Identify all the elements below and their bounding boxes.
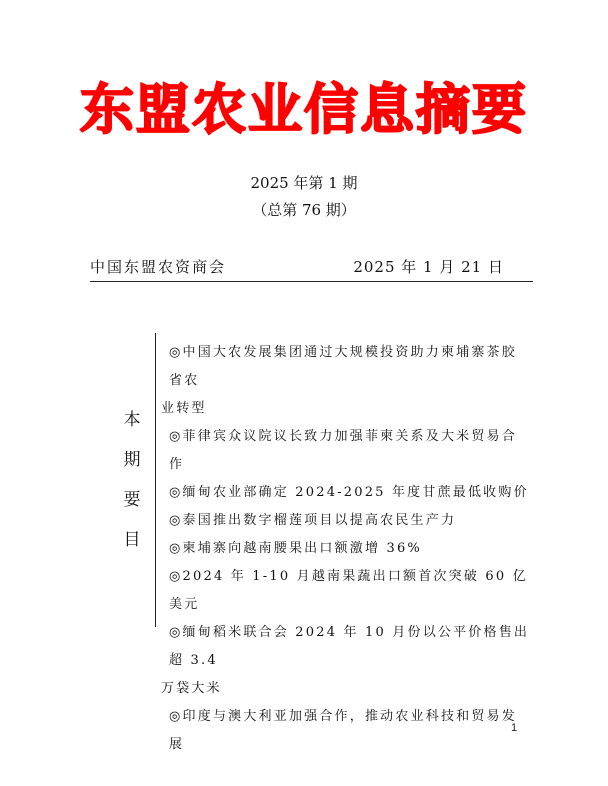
bullet-icon: ◎ bbox=[169, 485, 183, 500]
contents-item[interactable] bbox=[161, 563, 531, 619]
contents-item-text: 印度与澳大利亚加强合作，推动农业科技和贸易发展 bbox=[169, 709, 517, 752]
side-label-char: 目 bbox=[123, 530, 141, 550]
publish-date: 2025 年 1 月 21 日 bbox=[353, 258, 504, 276]
side-label-char: 本 bbox=[123, 410, 141, 430]
contents-item[interactable] bbox=[161, 703, 531, 759]
header-divider bbox=[90, 281, 533, 282]
contents-list bbox=[161, 339, 531, 759]
side-label-char: 要 bbox=[123, 490, 141, 510]
contents-item-continuation: 业转型 bbox=[161, 401, 207, 416]
publisher-organization: 中国东盟农资商会 bbox=[90, 258, 227, 276]
bullet-icon: ◎ bbox=[169, 429, 183, 444]
bullet-icon: ◎ bbox=[169, 709, 183, 724]
issue-number: 2025 年第 1 期 bbox=[250, 174, 358, 192]
contents-item-text: 泰国推出数字榴莲项目以提高农民生产力 bbox=[182, 513, 457, 528]
contents-item[interactable] bbox=[161, 479, 531, 507]
bullet-icon: ◎ bbox=[169, 513, 183, 528]
side-label-char: 期 bbox=[123, 450, 141, 470]
contents-item-continuation: 万袋大米 bbox=[161, 681, 222, 696]
contents-item[interactable] bbox=[161, 535, 531, 563]
contents-item[interactable] bbox=[161, 619, 531, 703]
contents-item-text: 缅甸农业部确定 2024-2025 年度甘蔗最低收购价 bbox=[182, 485, 529, 500]
bullet-icon: ◎ bbox=[169, 569, 183, 584]
bullet-icon: ◎ bbox=[169, 345, 183, 360]
contents-item-text: 柬埔寨向越南腰果出口额激增 36% bbox=[182, 541, 422, 556]
contents-item-text: 中国大农发展集团通过大规模投资助力柬埔寨茶胶省农 bbox=[169, 345, 517, 388]
contents-item[interactable] bbox=[161, 507, 531, 535]
contents-side-label bbox=[120, 408, 144, 568]
bullet-icon: ◎ bbox=[169, 625, 183, 640]
page-number: 1 bbox=[511, 722, 518, 734]
contents-item-text: 2024 年 1-10 月越南果蔬出口额首次突破 60 亿美元 bbox=[169, 569, 528, 612]
contents-item[interactable] bbox=[161, 423, 531, 479]
total-issue-number: （总第 76 期） bbox=[252, 201, 356, 219]
contents-vertical-divider bbox=[155, 333, 156, 627]
contents-item-text: 缅甸稻米联合会 2024 年 10 月份以公平价格售出超 3.4 bbox=[169, 625, 530, 668]
contents-item[interactable] bbox=[161, 339, 531, 423]
bullet-icon: ◎ bbox=[169, 541, 183, 556]
bulletin-title: 东盟农业信息摘要 bbox=[80, 78, 528, 141]
contents-item-text: 菲律宾众议院议长致力加强菲柬关系及大米贸易合作 bbox=[169, 429, 517, 472]
